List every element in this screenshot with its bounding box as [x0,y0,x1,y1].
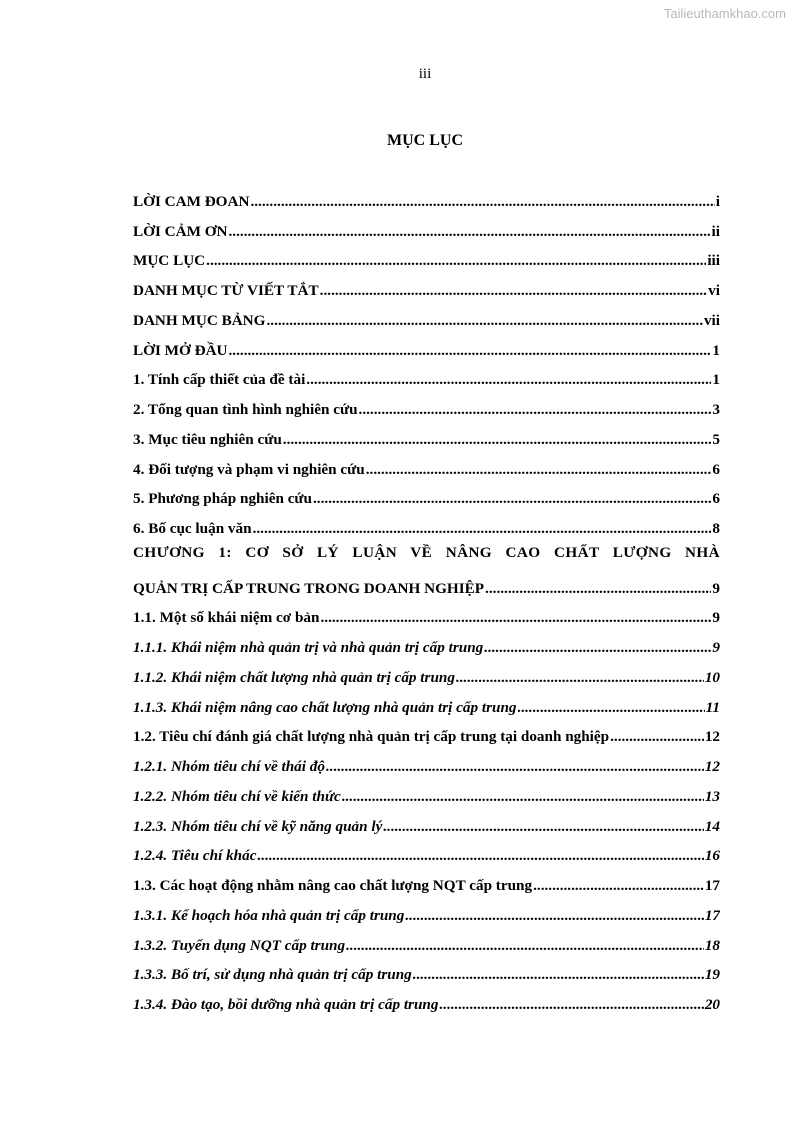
watermark: Tailieuthamkhao.com [663,6,786,21]
page-number: iii [418,66,432,82]
toc-entry[interactable] [133,931,720,961]
toc-entry-text: 1.3. Các hoạt động nhằm nâng cao chất lượng NQT cấp trung [133,877,533,895]
toc-entry[interactable] [133,187,720,217]
toc-entry[interactable] [133,336,720,366]
toc-entry[interactable] [133,366,720,396]
toc-entry[interactable] [133,723,720,753]
toc-entry-text: 1.2.2. Nhóm tiêu chí về kiến thức [133,787,341,805]
toc-leader [383,818,703,836]
toc-entry-page: 19 [704,966,720,984]
toc-entry-text: 1.2.1. Nhóm tiêu chí về thái độ [133,758,325,776]
toc-entry-text: MỤC LỤC [133,252,206,270]
toc-entry-text: DANH MỤC BẢNG [133,311,266,329]
page-title: MỤC LỤC [387,132,463,149]
toc-entry[interactable] [133,604,720,634]
toc-entry-page: iii [707,252,720,270]
toc-entry[interactable] [133,485,720,515]
toc-leader [257,847,703,865]
toc-leader [313,490,711,508]
toc-entry-page: 12 [704,758,720,776]
toc-entry-text: LỜI CẢM ƠN [133,222,228,240]
toc-leader [346,937,704,955]
toc-leader [229,223,711,241]
toc-entry-text: 1.1.1. Khái niệm nhà quản trị và nhà quản trị cấp trung [133,639,484,657]
toc-leader [250,193,714,211]
toc-entry-page: i [715,192,720,210]
toc-entry-text: 6. Bố cục luận văn [133,520,252,538]
toc-entry-text: 1.3.2. Tuyển dụng NQT cấp trung [133,936,346,954]
toc-entry-page: 20 [704,996,720,1014]
toc-leader [359,401,712,419]
toc-entry[interactable] [133,395,720,425]
toc-entry-text: 1.3.3. Bố trí, sử dụng nhà quản trị cấp trung [133,966,412,984]
toc-leader [456,669,704,687]
toc-leader [485,580,711,598]
toc-entry-text: 1.1.3. Khái niệm nâng cao chất lượng nhà quản trị cấp trung [133,698,517,716]
toc-entry[interactable] [133,306,720,336]
toc-entry[interactable] [133,276,720,306]
toc-entry-page: 5 [712,430,720,448]
toc-entry[interactable] [133,633,720,663]
toc-entry-page: 1 [712,341,720,359]
toc-entry[interactable] [133,217,720,247]
toc-entry-text: DANH MỤC TỪ VIẾT TẮT [133,282,319,300]
table-of-contents [133,187,720,1020]
toc-entry[interactable] [133,574,720,604]
toc-entry-text: 3. Mục tiêu nghiên cứu [133,430,282,448]
toc-leader [533,877,704,895]
toc-entry[interactable] [133,247,720,277]
toc-entry-chapter-heading[interactable] [133,544,720,574]
toc-leader [484,639,711,657]
toc-entry-page: vii [703,311,720,329]
toc-entry-page: 11 [705,698,720,716]
toc-entry-page: 6 [712,460,720,478]
toc-entry-page: 9 [712,579,720,597]
toc-entry-page: ii [711,222,720,240]
toc-entry-page: 6 [712,490,720,508]
toc-leader [405,907,703,925]
toc-entry[interactable] [133,782,720,812]
toc-leader [229,342,712,360]
toc-leader [439,996,703,1014]
toc-entry-page: 17 [704,877,720,895]
toc-entry-text: CHƯƠNG 1: CƠ SỞ LÝ LUẬN VỀ NÂNG CAO CHẤT LƯỢNG NHÀ [133,544,720,561]
toc-leader [610,728,704,746]
toc-entry-text: 1.3.1. Kế hoạch hóa nhà quản trị cấp trung [133,906,405,924]
toc-entry[interactable] [133,901,720,931]
toc-entry-page: 16 [704,847,720,865]
toc-leader [306,371,711,389]
toc-entry-page: 13 [704,787,720,805]
toc-entry-text: 1.1.2. Khái niệm chất lượng nhà quản trị cấp trung [133,668,455,686]
toc-leader [326,758,704,776]
toc-leader [413,966,704,984]
toc-entry-page: 8 [712,520,720,538]
toc-entry-page: 18 [704,936,720,954]
toc-entry-page: 1 [712,371,720,389]
toc-entry-text: LỜI MỞ ĐẦU [133,341,228,359]
toc-entry[interactable] [133,425,720,455]
toc-entry-page: 9 [712,639,720,657]
toc-entry[interactable] [133,693,720,723]
toc-entry-text: 1.1. Một số khái niệm cơ bản [133,609,320,627]
toc-leader [518,699,705,717]
toc-entry-page: 9 [712,609,720,627]
toc-entry-page: 14 [704,817,720,835]
toc-entry[interactable] [133,514,720,544]
toc-leader [266,312,702,330]
toc-entry-text: QUẢN TRỊ CẤP TRUNG TRONG DOANH NGHIỆP [133,579,485,597]
toc-entry-page: 12 [704,728,720,746]
toc-entry-text: 1.2.3. Nhóm tiêu chí về kỹ năng quản lý [133,817,383,835]
toc-leader [342,788,704,806]
toc-entry-page: 10 [704,668,720,686]
toc-entry-text: 1.2. Tiêu chí đánh giá chất lượng nhà quản trị cấp trung tại doanh nghiệp [133,728,610,746]
toc-leader [320,609,711,627]
toc-entry[interactable] [133,752,720,782]
toc-leader [320,282,708,300]
toc-entry[interactable] [133,842,720,872]
toc-entry[interactable] [133,871,720,901]
toc-leader [366,461,712,479]
toc-entry-text: 1. Tính cấp thiết của đề tài [133,371,306,389]
toc-leader [206,252,706,270]
toc-entry-text: LỜI CAM ĐOAN [133,192,250,210]
toc-entry-page: vi [708,282,720,300]
toc-entry[interactable] [133,990,720,1020]
toc-entry[interactable] [133,663,720,693]
toc-leader [253,520,712,538]
toc-entry-page: 3 [712,401,720,419]
toc-entry-page: 17 [704,906,720,924]
toc-entry-text: 1.3.4. Đào tạo, bồi dưỡng nhà quản trị cấp trung [133,996,439,1014]
toc-entry[interactable] [133,812,720,842]
toc-entry-text: 1.2.4. Tiêu chí khác [133,847,257,865]
toc-entry[interactable] [133,455,720,485]
toc-leader [283,431,712,449]
toc-entry-text: 4. Đối tượng và phạm vi nghiên cứu [133,460,365,478]
toc-entry-text: 2. Tổng quan tình hình nghiên cứu [133,401,358,419]
toc-entry[interactable] [133,961,720,991]
toc-entry-text: 5. Phương pháp nghiên cứu [133,490,312,508]
